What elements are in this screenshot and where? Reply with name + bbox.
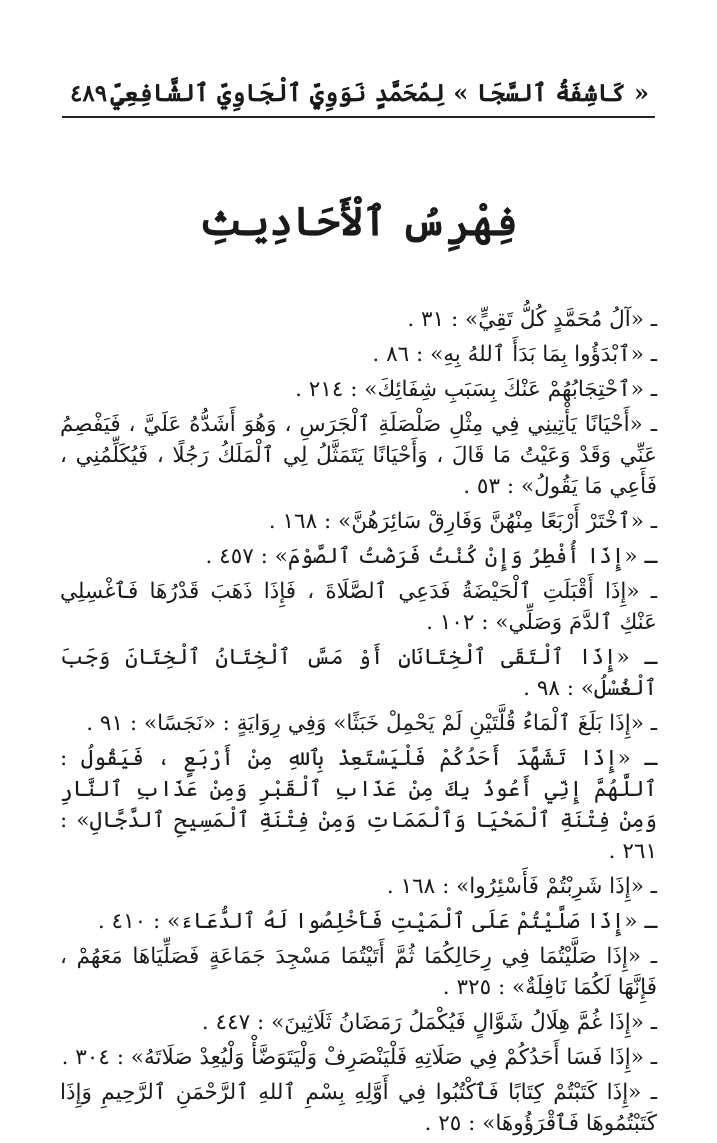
page-title: فِهْرِسُ ٱلْأَحَادِيثِ xyxy=(199,198,518,245)
list-item: ـ «إِذَا أُفْطِرُ وَإِنْ كُنْتُ فَرَضْتُ ٱلصَّوْمَ» : ٤٥٧ . xyxy=(205,544,657,569)
list-item: ـ «إِذَا ٱلْتَقَى ٱلْخِتَانَانِ أَوْ مَسَّ ٱلْخِتَانُ ٱلْخِتَانَ وَجَبَ ٱلْغُسْلُ» : ٩٨ . xyxy=(60,645,657,701)
list-item: ـ «إِذَا أَقْبَلَتِ ٱلْحَيْضَةُ فَدَعِي ٱلصَّلَاةَ ، فَإِذَا ذَهَبَ قَدْرُهَا فَٱغْسِلِي عَنْكِ ٱلدَّمَ وَصَلِّي» : ١٠٢ . xyxy=(60,579,657,635)
list-item: ـ «إِذَا تَشَهَّدَ أَحَدُكُمْ فَلْيَسْتَعِذْ بِٱللهِ مِنْ أَرْبَعٍ ، فَيَقُولُ : ٱللَّهُمَّ إِنِّي أَعُوذُ بِكَ مِنْ عَذَابِ ٱلْقَبْرِ وَمِنْ عَذَابِ ٱلنَّارِ وَمِنْ فِتْنَةِ ٱلْمَحْيَا وَٱلْمَمَاتِ وَمِنْ فِتْنَةِ ٱلْمَسِيحِ ٱلدَّجَّالِ» : ٢٦١ . xyxy=(60,746,657,864)
list-item: ـ «ٱبْدَؤُوا بِمَا بَدَأَ ٱللهُ بِهِ» : ٨٦ . xyxy=(372,342,657,367)
list-item: ـ «ٱخْتَرْ أَرْبَعًا مِنْهُنَّ وَفَارِقْ سَائِرَهُنَّ» : ١٦٨ . xyxy=(268,509,657,534)
list-item: ـ «إِذَا صَلَّيْتُمَا فِي رِحَالِكُمَا ثُمَّ أَتَيْتُمَا مَسْجِدَ جَمَاعَةٍ فَصَلِّيَاهَا مَعَهُمْ ، فَإِنَّهَا لَكُمَا نَافِلَةٌ» : ٣٢٥ . xyxy=(60,944,657,1000)
running-title: « كَاشِفَةُ ٱلسَّجَا » لِمُحَمَّدٍ نَوَوِيٍّ ٱلْجَاوِيِّ ٱلشَّافِعِيِّ xyxy=(110,78,649,107)
page-number: ٤٨٩ xyxy=(70,80,108,107)
list-item: ـ «إِذَا كَتَبْتُمْ كِتَابًا فَٱكْتُبُوا فِي أَوَّلِهِ بِسْمِ ٱللهِ ٱلرَّحْمَنِ ٱلرَّحِيمِ وَإِذَا كَتَبْتُمُوهَا فَٱقْرَؤُوهَا» : ٢٥ . xyxy=(60,1080,657,1136)
page-header xyxy=(62,72,655,118)
list-item: ـ «إِذَا فَسَا أَحَدُكُمْ فِي صَلَاتِهِ فَلْيَنْصَرِفْ وَلْيَتَوَضَّأْ وَلْيُعِدْ صَلَاتَهُ» : ٣٠٤ . xyxy=(61,1045,657,1070)
hadith-index-list xyxy=(60,304,657,1143)
list-item: ـ «ٱحْتِجَابُهُمْ عَنْكَ بِسَبَبِ شِفَائِكَ» : ٢١٤ . xyxy=(295,377,657,402)
list-item: ـ «إِذَا بَلَغَ ٱلْمَاءُ قُلَّتَيْنِ لَمْ يَحْمِلْ خَبَثًا» وَفِي رِوَايَةٍ : «نَجَسًا» : ٩١ . xyxy=(86,711,657,736)
list-item: ـ «إِذَا غُمَّ هِلَالُ شَوَّالٍ فَيُكْمَلُ رَمَضَانُ ثَلَاثِينَ» : ٤٤٧ . xyxy=(201,1010,657,1035)
list-item: ـ «أَحْيَانًا يَأْتِينِي فِي مِثْلِ صَلْصَلَةِ ٱلْجَرَسِ ، وَهُوَ أَشَدُّهُ عَلَيَّ ، فَيَفْصِمُ عَنِّي وَقَدْ وَعَيْتُ مَا قَالَ ، وَأَحْيَانًا يَتَمَثَّلُ لِي ٱلْمَلَكُ رَجُلًا ، فَيُكَلِّمُنِي ، فَأَعِي مَا يَقُولُ» : ٥٣ . xyxy=(60,412,657,499)
list-item: ـ «آلُ مُحَمَّدٍ كُلُّ تَقِيٍّ» : ٣١ . xyxy=(407,307,657,332)
list-item: ـ «إِذَا صَلَّيْتُمْ عَلَى ٱلْمَيْتِ فَأَخْلِصُوا لَهُ ٱلدُّعَاءَ» : ٤١٠ . xyxy=(97,909,657,934)
list-item: ـ «إِذَا شَرِبْتُمْ فَأَسْئِرُوا» : ١٦٨ . xyxy=(386,874,657,899)
